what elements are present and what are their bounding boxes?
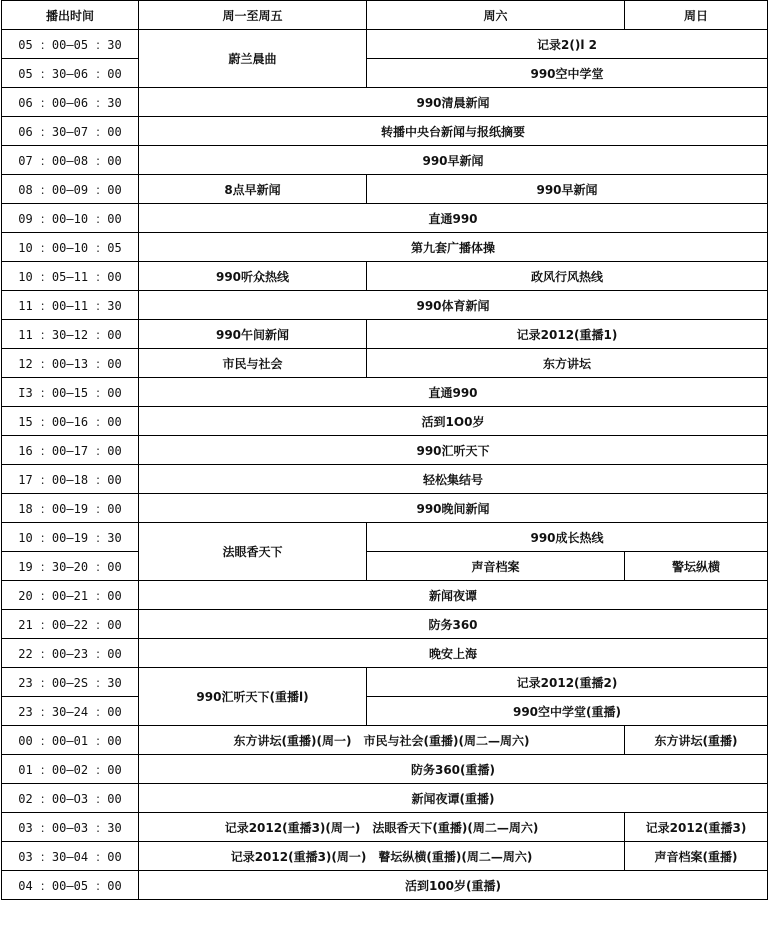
time-slot: 05 ：00—05 ：30 — [2, 30, 139, 59]
program-cell: 990清晨新闻 — [139, 88, 768, 117]
program-cell: 活到100岁(重播) — [139, 871, 768, 900]
table-row — [2, 378, 768, 407]
program-cell: 直通990 — [139, 204, 768, 233]
table-row — [2, 30, 768, 59]
program-cell: 990汇听天下(重播l) — [139, 668, 367, 726]
time-slot: 10 ：00—19 ：30 — [2, 523, 139, 552]
program-cell: 990晚间新闻 — [139, 494, 768, 523]
program-cell: 政风行风热线 — [367, 262, 768, 291]
program-cell: 声音档案 — [367, 552, 625, 581]
program-cell: 新闻夜谭 — [139, 581, 768, 610]
table-row — [2, 784, 768, 813]
program-cell: 990午间新闻 — [139, 320, 367, 349]
program-cell: 记录2012(重播3)(周一) 瞽坛纵横(重播)(周二—周六) — [139, 842, 625, 871]
program-cell: 990空中学堂(重播) — [367, 697, 768, 726]
table-row — [2, 552, 768, 581]
table-row — [2, 233, 768, 262]
program-cell: 防务360(重播) — [139, 755, 768, 784]
program-cell: 记录2()l 2 — [367, 30, 768, 59]
time-slot: 01 ：00—02 ：00 — [2, 755, 139, 784]
time-slot: 04 ：00—05 ：00 — [2, 871, 139, 900]
table-row — [2, 349, 768, 378]
time-slot: 21 ：00—22 ：00 — [2, 610, 139, 639]
time-slot: 11 ：30—12 ：00 — [2, 320, 139, 349]
header-mon-fri: 周一至周五 — [139, 1, 367, 30]
time-slot: 06 ：00—06 ：30 — [2, 88, 139, 117]
time-slot: 22 ：00—23 ：00 — [2, 639, 139, 668]
program-cell: 记录2012(重播1) — [367, 320, 768, 349]
program-cell: 990成长热线 — [367, 523, 768, 552]
program-cell: 东方讲坛 — [367, 349, 768, 378]
table-row — [2, 726, 768, 755]
table-row — [2, 175, 768, 204]
time-slot: 23 ：00—2S ：30 — [2, 668, 139, 697]
table-row — [2, 668, 768, 697]
table-row — [2, 523, 768, 552]
program-cell: 法眼香天下 — [139, 523, 367, 581]
program-cell: 晚安上海 — [139, 639, 768, 668]
time-slot: 08 ：00—09 ：00 — [2, 175, 139, 204]
program-cell: 市民与社会 — [139, 349, 367, 378]
table-row — [2, 639, 768, 668]
header-sunday: 周日 — [625, 1, 768, 30]
table-row — [2, 436, 768, 465]
program-cell: 新闻夜谭(重播) — [139, 784, 768, 813]
table-row — [2, 88, 768, 117]
program-cell: 直通990 — [139, 378, 768, 407]
program-cell: 蔚兰晨曲 — [139, 30, 367, 88]
table-row — [2, 610, 768, 639]
table-row — [2, 146, 768, 175]
table-row — [2, 755, 768, 784]
table-row — [2, 465, 768, 494]
table-row — [2, 262, 768, 291]
program-cell: 声音档案(重播) — [625, 842, 768, 871]
program-cell: 防务360 — [139, 610, 768, 639]
time-slot: 09 ：00—10 ：00 — [2, 204, 139, 233]
time-slot: 02 ：00—O3 ：00 — [2, 784, 139, 813]
time-slot: 12 ：00—13 ：00 — [2, 349, 139, 378]
program-cell: 990汇听天下 — [139, 436, 768, 465]
time-slot: 11 ：00—11 ：30 — [2, 291, 139, 320]
time-slot: 10 ：05—11 ：00 — [2, 262, 139, 291]
table-row — [2, 204, 768, 233]
program-cell: 990早新闻 — [367, 175, 768, 204]
program-cell: 转播中央台新闻与报纸摘要 — [139, 117, 768, 146]
time-slot: 10 ：00—10 ：05 — [2, 233, 139, 262]
table-row — [2, 581, 768, 610]
time-slot: 03 ：00—03 ：30 — [2, 813, 139, 842]
time-slot: 19 ：30—20 ：00 — [2, 552, 139, 581]
program-cell: 轻松集结号 — [139, 465, 768, 494]
program-cell: 8点早新闻 — [139, 175, 367, 204]
table-row — [2, 842, 768, 871]
table-row — [2, 320, 768, 349]
program-cell: 东方讲坛(重播) — [625, 726, 768, 755]
header-time: 播出时间 — [2, 1, 139, 30]
broadcast-schedule-table — [1, 0, 768, 900]
program-cell: 警坛纵横 — [625, 552, 768, 581]
time-slot: 23 ：30—24 ：00 — [2, 697, 139, 726]
program-cell: 第九套广播体操 — [139, 233, 768, 262]
table-row — [2, 697, 768, 726]
program-cell: 活到1O0岁 — [139, 407, 768, 436]
time-slot: 07 ：00—08 ：00 — [2, 146, 139, 175]
time-slot: 05 ：30—06 ：00 — [2, 59, 139, 88]
header-row — [2, 1, 768, 30]
program-cell: 记录2012(重播2) — [367, 668, 768, 697]
time-slot: 18 ：00—19 ：00 — [2, 494, 139, 523]
time-slot: 20 ：00—21 ：00 — [2, 581, 139, 610]
time-slot: 17 ：00—18 ：00 — [2, 465, 139, 494]
time-slot: 16 ：00—17 ：00 — [2, 436, 139, 465]
program-cell: 东方讲坛(重播)(周一) 市民与社会(重播)(周二—周六) — [139, 726, 625, 755]
header-saturday: 周六 — [367, 1, 625, 30]
program-cell: 990听众热线 — [139, 262, 367, 291]
program-cell: 990空中学堂 — [367, 59, 768, 88]
table-row — [2, 117, 768, 146]
table-row — [2, 59, 768, 88]
program-cell: 990体育新闻 — [139, 291, 768, 320]
program-cell: 990早新闻 — [139, 146, 768, 175]
time-slot: 03 ：30—04 ：00 — [2, 842, 139, 871]
time-slot: 00 ：00—01 ：00 — [2, 726, 139, 755]
table-row — [2, 494, 768, 523]
table-row — [2, 291, 768, 320]
table-row — [2, 871, 768, 900]
time-slot: 15 ：00—16 ：00 — [2, 407, 139, 436]
table-row — [2, 407, 768, 436]
table-row — [2, 813, 768, 842]
program-cell: 记录2012(重播3)(周一) 法眼香天下(重播)(周二—周六) — [139, 813, 625, 842]
time-slot: I3 ：00—15 ：00 — [2, 378, 139, 407]
time-slot: 06 ：30—07 ：00 — [2, 117, 139, 146]
program-cell: 记录2012(重播3) — [625, 813, 768, 842]
